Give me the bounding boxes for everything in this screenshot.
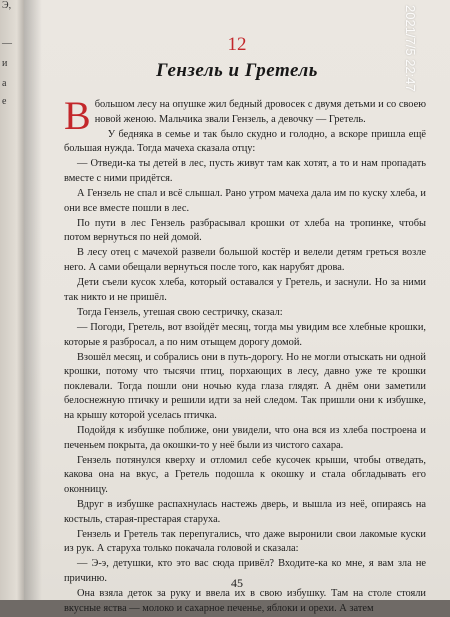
prev-page-fragment: е	[2, 96, 7, 107]
paragraph: Подойдя к избушке поближе, они увидели, что она вся из хлеба построена и печеньем покрыта, да окошки-то у неё были из чистого сахара.	[64, 425, 426, 451]
paragraph: Гензель и Гретель так перепугались, что даже выронили свои лакомые куски из рук. А старуха только покачала головой и сказала:	[64, 528, 426, 555]
paragraph: В лесу отец с мачехой развели большой костёр и велели детям греться возле него. А сами обещали вернуться после того, как нарубят дрова.	[64, 247, 426, 274]
prev-page-fragment: Э,	[2, 0, 12, 11]
page-number: 45	[231, 576, 243, 590]
paragraph: Взошёл месяц, и собрались они в путь-дорогу. Но не могли отыскать ни одной крошки, потому что тысячи птиц, порхающих в лесу, давно уже те крошки поклевали. Тогда пошли они ночью куда глаза глядят. А днём они заметили белоснежную птичку и решили идти за ней следом. Так пришли они к избушке, на крышу которой уселась птичка.	[64, 351, 426, 421]
prev-page-fragment: —	[2, 38, 12, 49]
paragraph: По пути в лес Гензель разбрасывал крошки от хлеба на тропинке, чтобы потом вернуться по ней домой.	[64, 217, 426, 244]
paragraph: Она взяла деток за руку и ввела их в свою избушку. Там на столе стояли вкусные яства — молоко и сахарное печенье, яблоки и орехи. А затем	[64, 588, 426, 614]
book-page	[24, 0, 450, 614]
drop-cap: В	[64, 93, 91, 138]
paragraph: — Отведи-ка ты детей в лес, пусть живут там как хотят, а то и нам пропадать вместе с ними придётся.	[64, 158, 426, 184]
paragraph: Тогда Гензель, утешая свою сестричку, сказал:	[77, 306, 283, 318]
photo-timestamp: 2021/7/5 22:47	[403, 5, 418, 92]
story-text	[64, 93, 426, 617]
paragraph: Вдруг в избушке распахнулась настежь дверь, и вышла из неё, опираясь на костыль, старая-престарая старуха.	[64, 499, 426, 525]
prev-page-fragment: а	[2, 78, 7, 89]
paragraph: Гензель потянулся кверху и отломил себе кусочек крыши, чтобы отведать, какова она на вкус, а Гретель подошла к окошку и стала обгладывать его оконницу.	[64, 454, 426, 495]
chapter-title: Гензель и Гретель	[156, 60, 318, 81]
paragraph: Дети съели кусок хлеба, который оставался у Гретель, и заснули. Но за ними так никто и не пришёл.	[64, 277, 426, 303]
paragraph: Вбольшом лесу на опушке жил бедный дровосек с двумя детьми и со своею новой женою. Мальчика звали Гензель, а девочку — Гретель.	[64, 93, 426, 138]
chapter-number: 12	[227, 34, 247, 55]
paragraph: — Погоди, Гретель, вот взойдёт месяц, тогда мы увидим все хлебные крошки, которые я разбросал, а по ним отыщем дорогу домой.	[64, 321, 426, 348]
prev-page-fragment: и	[2, 58, 8, 69]
paragraph: У бедняка в семье и так было скудно и голодно, а вскоре пришла ещё большая нужда. Тогда мачеха сказала отцу:	[64, 128, 426, 155]
paragraph: — Э-э, детушки, кто это вас сюда привёл? Входите-ка ко мне, я вам зла не причиню.	[64, 558, 426, 584]
paragraph: А Гензель не спал и всё слышал. Рано утром мачеха дала им по куску хлеба, и они все вместе пошли в лес.	[64, 188, 426, 214]
previous-page-edge	[0, 0, 24, 600]
